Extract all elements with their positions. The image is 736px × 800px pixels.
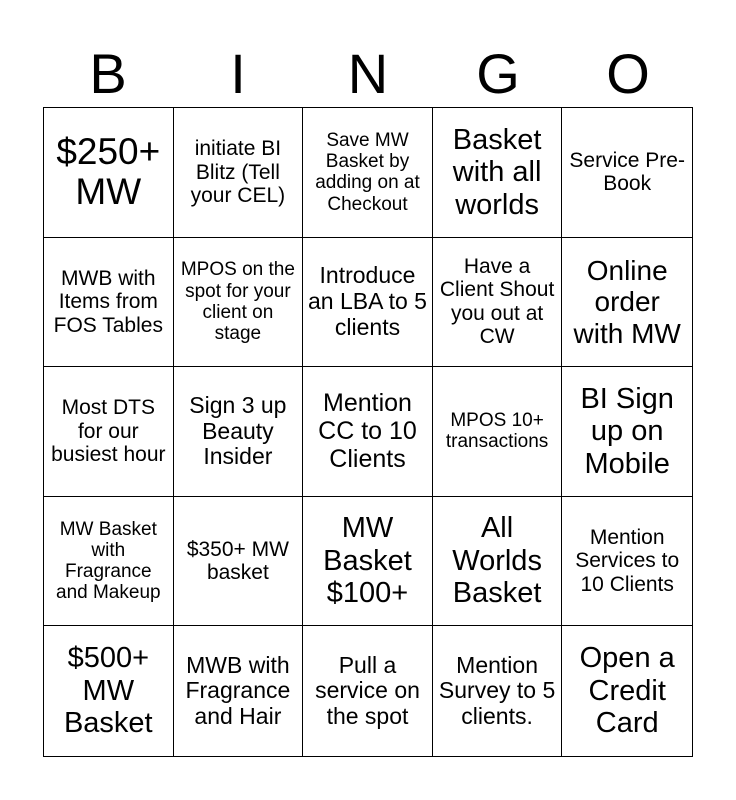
bingo-cell[interactable]: MPOS 10+ transactions	[433, 367, 563, 497]
header-letter-g: G	[476, 42, 520, 105]
bingo-cell[interactable]: Service Pre-Book	[562, 108, 692, 238]
bingo-cell[interactable]: MWB with Fragrance and Hair	[174, 626, 304, 756]
bingo-cell[interactable]: Introduce an LBA to 5 clients	[303, 238, 433, 368]
bingo-cell[interactable]: $350+ MW basket	[174, 497, 304, 627]
bingo-cell[interactable]: Open a Credit Card	[579, 642, 675, 740]
bingo-cell[interactable]: Basket with all worlds	[433, 108, 563, 238]
bingo-cell[interactable]: Mention CC to 10 Clients	[303, 367, 433, 497]
bingo-cell[interactable]: Sign 3 up Beauty Insider	[174, 367, 304, 497]
bingo-cell[interactable]: $250+ MW	[44, 108, 174, 238]
bingo-cell[interactable]: Pull a service on the spot	[303, 626, 433, 756]
bingo-cell[interactable]: $500+ MW Basket	[44, 626, 174, 756]
bingo-cell[interactable]: Most DTS for our busiest hour	[44, 367, 174, 497]
bingo-cell[interactable]: Mention Services to 10 Clients	[562, 497, 692, 627]
bingo-cell[interactable]: Save MW Basket by adding on at Checkout	[303, 108, 433, 238]
bingo-cell[interactable]: Mention Survey to 5 clients.	[433, 626, 563, 756]
bingo-cell[interactable]: initiate BI Blitz (Tell your CEL)	[174, 108, 304, 238]
header-letter-n: N	[347, 42, 389, 105]
bingo-cell[interactable]: MW Basket with Fragrance and Makeup	[44, 497, 174, 627]
bingo-header	[43, 40, 693, 108]
bingo-cell[interactable]: Online order with MW	[562, 238, 692, 368]
header-letter-o: O	[606, 42, 650, 105]
bingo-cell[interactable]: MWB with Items from FOS Tables	[44, 238, 174, 368]
bingo-cell[interactable]: MW Basket $100+	[303, 497, 433, 627]
bingo-card-grid	[43, 107, 693, 757]
bingo-cell[interactable]: MPOS on the spot for your client on stage	[174, 238, 304, 368]
bingo-cell[interactable]: Have a Client Shout you out at CW	[433, 238, 563, 368]
bingo-cell[interactable]: All Worlds Basket	[433, 497, 563, 627]
bingo-cell[interactable]: BI Sign up on Mobile	[562, 367, 692, 497]
header-letter-b: B	[89, 42, 127, 105]
header-letter-i: I	[230, 42, 246, 105]
